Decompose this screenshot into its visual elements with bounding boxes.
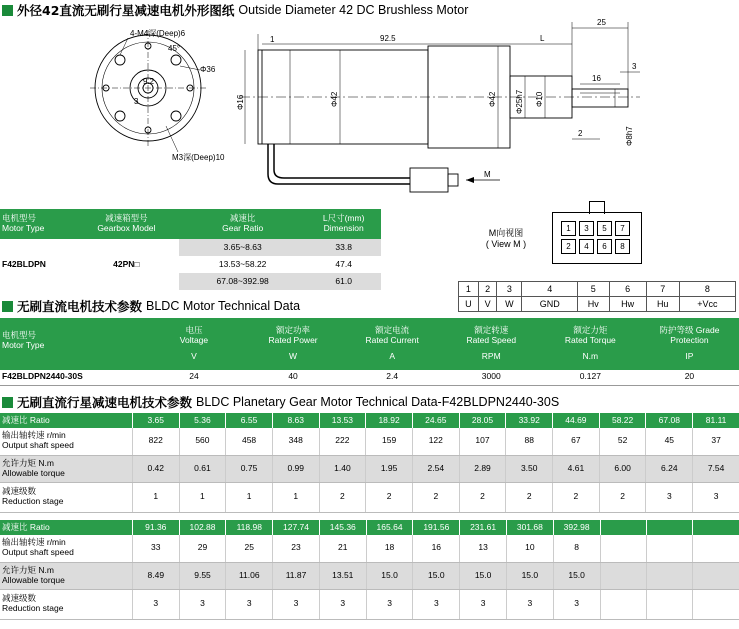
pin-number: 1 [459, 282, 479, 297]
planet-cell: 3 [646, 482, 693, 512]
dim-L: L [540, 34, 545, 43]
planet-cell [600, 520, 646, 535]
row-label-en: Allowable torque [2, 574, 65, 585]
planet-cell: 3 [413, 589, 460, 619]
planet-cell: 1 [132, 482, 179, 512]
row-label [0, 535, 132, 562]
ratio-cell: 3.65~8.63 [179, 239, 306, 256]
col-cn: 防护等级 Grade [659, 325, 720, 336]
col-unit: N.m [582, 350, 599, 361]
planet-cell: 52 [599, 428, 646, 455]
planet-cell: 6.55 [226, 413, 273, 428]
planet-cell [646, 520, 692, 535]
planet-cell: 16 [413, 535, 460, 562]
pin-signal: W [497, 297, 522, 312]
planet-cell: 231.61 [460, 520, 507, 535]
planet-cell: 165.64 [366, 520, 413, 535]
motor-cell: F42BLDPN2440-30S [2, 371, 83, 382]
planet-cell: 91.36 [132, 520, 179, 535]
section-gear-motor-data [0, 393, 559, 411]
planet-cell: 0.42 [132, 455, 179, 482]
h-model-en: Motor Type [2, 223, 45, 233]
motor-data-table [0, 318, 739, 386]
pin-signal: Hw [609, 297, 646, 312]
sec2-cn: 无刷直流电机技术参数 [17, 299, 143, 314]
ratio-cell: 13.53~58.22 [218, 258, 267, 269]
dim-9-2: 9.2 [143, 77, 155, 86]
row-label-cn: 输出轴转速 r/min [2, 430, 66, 441]
planet-cell: 15.0 [413, 562, 460, 589]
planet-row-stage [0, 589, 739, 619]
pin-signal-row [459, 297, 736, 312]
planet-cell: 2.54 [412, 455, 459, 482]
planet-cell: 392.98 [553, 520, 600, 535]
h-gear-cn: 减速箱型号 [105, 213, 148, 224]
col-en: Protection [670, 335, 709, 346]
col-cn: 电压 [185, 325, 203, 336]
dim-3: 3 [632, 62, 637, 71]
motor-cell: 2.4 [386, 371, 399, 382]
row-label [0, 589, 132, 619]
row-label-en: Output shaft speed [2, 547, 74, 558]
planet-cell: 118.98 [226, 520, 273, 535]
connector-view [552, 212, 642, 264]
dim-3b: 3 [134, 97, 139, 106]
gear-ratio-table [0, 209, 381, 290]
pin-number-row [459, 282, 736, 297]
motor-col-header [0, 318, 144, 370]
planet-cell: 2.89 [459, 455, 506, 482]
planet-cell: 21 [319, 535, 366, 562]
planet-cell: 1 [226, 482, 273, 512]
dim-phi8: Φ8h7 [625, 126, 634, 146]
planet-cell: 24.65 [412, 413, 459, 428]
planet-cell [693, 562, 739, 589]
planet-cell: 6.00 [599, 455, 646, 482]
planet-cell [600, 589, 646, 619]
planet-cell: 0.61 [179, 455, 226, 482]
row-label-cn: 减速级数 [2, 486, 37, 497]
pin-signal: GND [522, 297, 578, 312]
col-cn: 额定电流 [375, 325, 410, 336]
gear-model: F42BLDPN [2, 258, 46, 269]
planet-cell [646, 535, 692, 562]
pin-number: 2 [478, 282, 497, 297]
planet-cell: 107 [459, 428, 506, 455]
planet-cell: 10 [506, 535, 553, 562]
planet-cell: 58.22 [599, 413, 646, 428]
planetary-table-2 [0, 520, 739, 620]
planet-row-stage [0, 482, 739, 512]
planet-cell: 301.68 [506, 520, 553, 535]
planet-cell: 1 [179, 482, 226, 512]
h-dim-cn: L尺寸(mm) [322, 213, 365, 224]
gearbox-model: 42PN□ [113, 258, 140, 269]
gear-table-header [0, 209, 381, 239]
planet-cell: 28.05 [459, 413, 506, 428]
row-label [0, 562, 132, 589]
m-view-caption [476, 226, 536, 249]
motor-data-row [0, 370, 739, 385]
planet-cell: 15.0 [553, 562, 600, 589]
pin-number: 6 [609, 282, 646, 297]
col-cn: 额定力矩 [573, 325, 608, 336]
planet-cell [693, 535, 739, 562]
dim-92-5: 92.5 [380, 34, 396, 43]
planet-cell: 145.36 [319, 520, 366, 535]
connector-pin: 2 [561, 239, 576, 254]
planet-cell: 23 [273, 535, 320, 562]
planet-cell: 81.11 [693, 413, 739, 428]
row-label [0, 455, 132, 482]
connector-pin: 8 [615, 239, 630, 254]
h-dim [306, 209, 381, 239]
planet-cell: 15.0 [460, 562, 507, 589]
motor-cell: 40 [288, 371, 298, 382]
planet-cell: 2 [366, 482, 413, 512]
planet-cell: 122 [412, 428, 459, 455]
motor-cell: 20 [684, 371, 695, 382]
planet-cell: 25 [226, 535, 273, 562]
outline-drawing [0, 14, 739, 210]
planet-cell: 8.49 [132, 562, 179, 589]
planet-cell: 67.08 [646, 413, 693, 428]
planet-cell: 458 [226, 428, 273, 455]
pin-number: 3 [497, 282, 522, 297]
planet-cell: 15.0 [506, 562, 553, 589]
planet-cell: 45 [646, 428, 693, 455]
planet-cell: 33 [132, 535, 179, 562]
planet-cell: 33.92 [506, 413, 553, 428]
dim-1: 1 [270, 35, 275, 44]
planet-cell: 11.87 [273, 562, 320, 589]
col-en: Rated Current [365, 335, 419, 346]
planet-cell: 822 [132, 428, 179, 455]
dim-phi42a: Φ42 [330, 91, 339, 107]
connector-pin: 7 [615, 221, 630, 236]
motor-col-header [640, 318, 739, 370]
connector-pin: 5 [597, 221, 612, 236]
planet-cell: 1.95 [366, 455, 413, 482]
pin-number: 8 [679, 282, 735, 297]
planet-cell: 11.06 [226, 562, 273, 589]
col-unit: V [191, 350, 197, 361]
dim-angle: 45° [168, 44, 181, 53]
col-en: Voltage [179, 335, 209, 346]
connector-pin: 6 [597, 239, 612, 254]
col-cn: 额定功率 [276, 325, 311, 336]
planet-cell: 37 [693, 428, 739, 455]
planet-cell: 1 [272, 482, 319, 512]
planet-cell: 2 [459, 482, 506, 512]
planet-cell: 3.65 [132, 413, 179, 428]
planet-cell: 3.50 [506, 455, 553, 482]
planet-cell: 3 [319, 589, 366, 619]
h-ratio [179, 209, 306, 239]
pin-signal: Hv [577, 297, 609, 312]
motor-col-header [244, 318, 343, 370]
title-cn: 外径42直流无刷行星减速电机外形图纸 [17, 3, 235, 18]
sec3-cn: 无刷直流行星减速电机技术参数 [17, 395, 193, 410]
pin-signal: U [459, 297, 479, 312]
planet-cell: 3 [460, 589, 507, 619]
planet-cell: 3 [506, 589, 553, 619]
view-m-arrow-label: M [484, 170, 491, 179]
planet-cell [600, 535, 646, 562]
motor-table-header [0, 318, 739, 370]
h-model-cn: 电机型号 [2, 213, 37, 224]
pin-signal: +Vcc [679, 297, 735, 312]
planet-cell: 102.88 [179, 520, 226, 535]
planet-cell: 29 [179, 535, 226, 562]
planet-cell: 127.74 [273, 520, 320, 535]
planet-cell: 191.56 [413, 520, 460, 535]
col-unit: IP [685, 350, 694, 361]
planet-cell: 2 [412, 482, 459, 512]
planet-row-torque [0, 562, 739, 589]
dim-25: 25 [597, 18, 606, 27]
planet-cell: 44.69 [553, 413, 600, 428]
motor-cell: 3000 [481, 371, 501, 382]
dim-phi36: Φ36 [200, 65, 216, 74]
motor-cell: 24 [189, 371, 199, 382]
planet-cell: 222 [319, 428, 366, 455]
dim-16: 16 [592, 74, 601, 83]
pin-number: 5 [577, 282, 609, 297]
planet-cell: 67 [553, 428, 600, 455]
planet-row-torque [0, 455, 739, 482]
row-label [0, 413, 132, 428]
col-unit: W [289, 350, 298, 361]
planet-cell: 3 [693, 482, 739, 512]
motor-col-header [144, 318, 243, 370]
planet-cell: 2 [319, 482, 366, 512]
connector-pin: 1 [561, 221, 576, 236]
motor-col-header [442, 318, 541, 370]
section-marker [2, 397, 13, 408]
planet-cell [646, 562, 692, 589]
row-label-en: Allowable torque [2, 467, 65, 478]
planet-cell [693, 520, 739, 535]
planet-cell: 348 [272, 428, 319, 455]
h-dim-en: Dimension [323, 223, 364, 233]
row-label-en: Reduction stage [2, 496, 64, 506]
row-label-en: Reduction stage [2, 603, 64, 613]
row-label-cn: 输出轴转速 r/min [2, 537, 66, 548]
sec2-en: BLDC Motor Technical Data [146, 299, 301, 313]
pin-signal: V [478, 297, 497, 312]
planet-cell: 0.99 [272, 455, 319, 482]
title-en: Outside Diameter 42 DC Brushless Motor [238, 3, 469, 17]
pin-table [458, 281, 736, 312]
planet-cell: 8 [553, 535, 600, 562]
dim-2: 2 [578, 129, 583, 138]
planet-cell: 8.63 [272, 413, 319, 428]
planet-cell: 6.24 [646, 455, 693, 482]
col-en: Rated Torque [564, 335, 616, 346]
row-label-en: Output shaft speed [2, 440, 74, 451]
dim-phi25: Φ25h7 [515, 89, 524, 114]
planet-cell: 4.61 [553, 455, 600, 482]
planet-row-ratio [0, 520, 739, 535]
row-label [0, 520, 132, 535]
m-view-en: ( View M ) [485, 239, 527, 249]
planet-cell [646, 589, 692, 619]
pin-number: 7 [646, 282, 679, 297]
dim-m3: M3深(Deep)10 [172, 153, 225, 162]
m-view-cn: M向视图 [488, 228, 524, 238]
row-label-cn: 减速比 Ratio [2, 414, 50, 425]
planet-cell: 2 [553, 482, 600, 512]
col-cn: 电机型号 [2, 330, 37, 341]
h-gearbox [74, 209, 179, 239]
planet-cell: 3 [132, 589, 179, 619]
planet-cell: 9.55 [179, 562, 226, 589]
dim-cell: 33.8 [306, 239, 381, 256]
motor-col-header [343, 318, 442, 370]
ratio-cell: 67.08~392.98 [179, 273, 306, 290]
planet-cell: 1.40 [319, 455, 366, 482]
planet-cell: 2 [506, 482, 553, 512]
sec3-en: BLDC Planetary Gear Motor Technical Data-F42BLDPN2440-30S [196, 395, 560, 409]
planet-cell: 88 [506, 428, 553, 455]
row-label-cn: 减速级数 [2, 593, 37, 604]
row-label [0, 482, 132, 512]
col-unit: A [389, 350, 395, 361]
col-cn: 额定转速 [474, 325, 509, 336]
row-label-cn: 允许力矩 N.m [2, 564, 54, 575]
planet-cell [600, 562, 646, 589]
col-en: Motor Type [2, 340, 45, 350]
h-model [0, 209, 74, 239]
h-ratio-en: Gear Ratio [222, 223, 264, 233]
planet-cell: 5.36 [179, 413, 226, 428]
col-unit: RPM [481, 350, 501, 361]
planet-cell: 3 [179, 589, 226, 619]
planet-cell: 560 [179, 428, 226, 455]
planet-cell: 7.54 [693, 455, 739, 482]
planet-cell: 159 [366, 428, 413, 455]
pin-number: 4 [522, 282, 578, 297]
row-label [0, 428, 132, 455]
planet-cell: 18 [366, 535, 413, 562]
planet-cell: 3 [553, 589, 600, 619]
planet-cell: 15.0 [366, 562, 413, 589]
planet-row-speed [0, 535, 739, 562]
planet-cell: 3 [366, 589, 413, 619]
row-label-cn: 减速比 Ratio [2, 521, 50, 532]
section-motor-data [0, 297, 300, 315]
dim-phi16: Φ16 [236, 94, 245, 110]
planet-cell: 3 [273, 589, 320, 619]
dim-phi10: Φ10 [535, 91, 544, 107]
connector-pin: 3 [579, 221, 594, 236]
dim-m4: 4-M4深(Deep)6 [130, 29, 186, 38]
planet-row-ratio [0, 413, 739, 428]
planet-cell [693, 589, 739, 619]
planetary-table-1 [0, 413, 739, 513]
planet-cell: 13 [460, 535, 507, 562]
motor-cell: 0.127 [579, 371, 601, 382]
planet-cell: 18.92 [366, 413, 413, 428]
dim-cell: 47.4 [335, 258, 352, 269]
pin-signal: Hu [646, 297, 679, 312]
connector-pin: 4 [579, 239, 594, 254]
section-marker [2, 301, 13, 312]
h-gear-en: Gearbox Model [97, 223, 156, 233]
dim-cell: 61.0 [306, 273, 381, 290]
planet-cell: 13.53 [319, 413, 366, 428]
planet-cell: 13.51 [319, 562, 366, 589]
planet-cell: 0.75 [226, 455, 273, 482]
h-ratio-cn: 减速比 [229, 213, 256, 224]
planet-cell: 3 [226, 589, 273, 619]
planet-cell: 2 [599, 482, 646, 512]
gear-row-1 [0, 239, 381, 256]
dim-phi42b: Φ42 [488, 91, 497, 107]
planet-row-speed [0, 428, 739, 455]
col-en: Rated Power [268, 335, 318, 346]
col-en: Rated Speed [466, 335, 517, 346]
row-label-cn: 允许力矩 N.m [2, 457, 54, 468]
motor-col-header [541, 318, 640, 370]
